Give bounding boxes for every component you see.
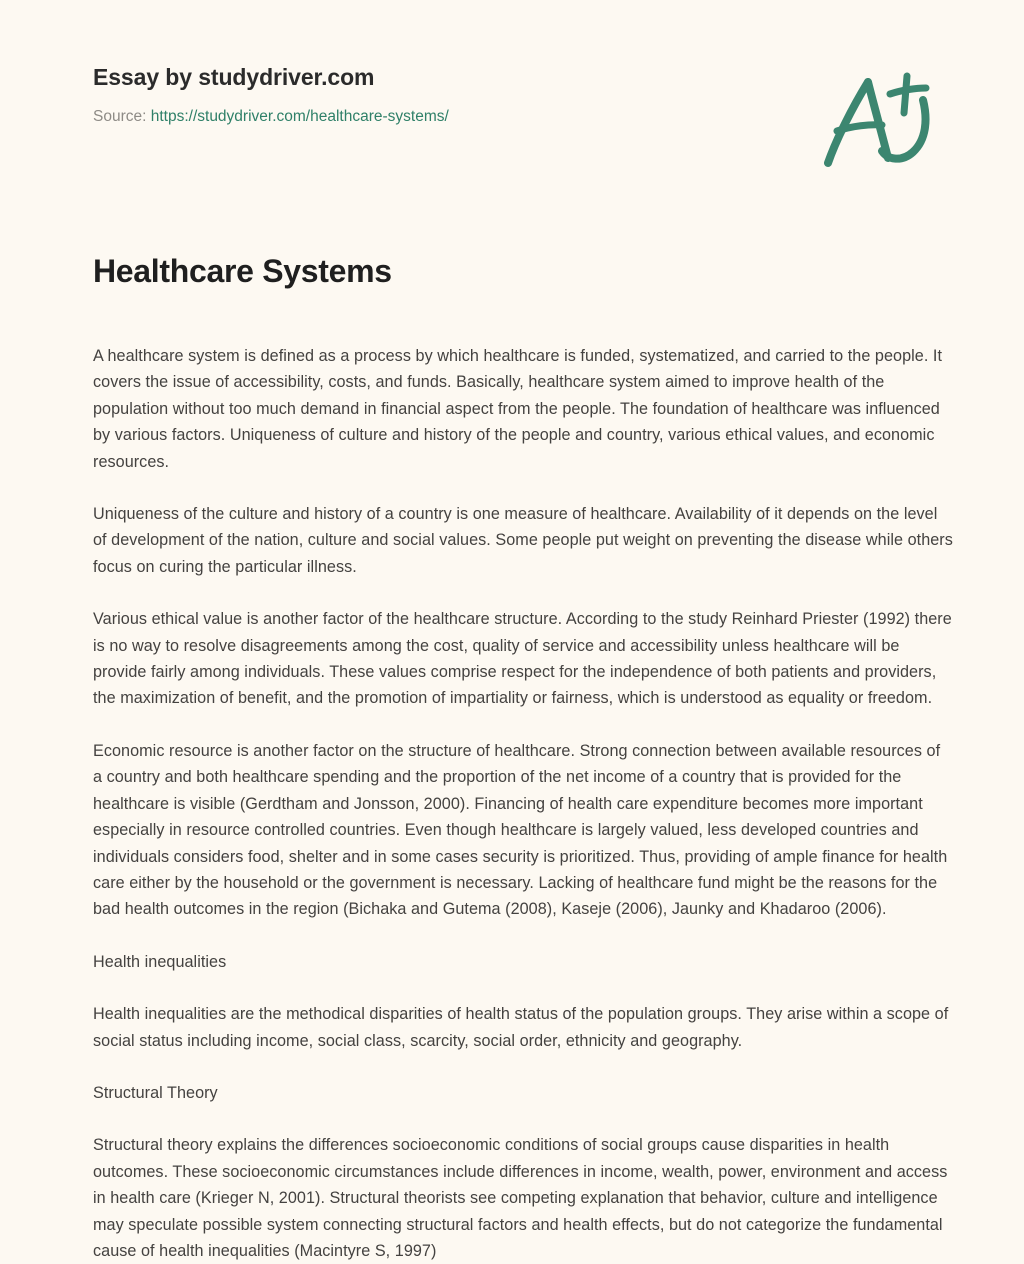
body-paragraph: Economic resource is another factor on the structure of healthcare. Strong connection between available resources of a country and both healthcare spending and the proportion of the net income of a country that is provided for the healthcare is visible (Gerdtham and Jonsson, 2000). Financing of health care expenditure becomes more important especially in resource controlled countries. Even though healthcare is largely valued, less developed countries and individuals considers food, shelter and in some cases security is prioritized. Thus, providing of ample finance for health care either by the household or the government is necessary. Lacking of healthcare fund might be the reasons for the bad health outcomes in the region (Bichaka and Gutema (2008), Kaseje (2006), Jaunky and Khadaroo (2006). — [93, 741, 948, 919]
section-subhead: Health inequalities — [93, 952, 227, 971]
brand-title: Essay by studydriver.com — [93, 64, 375, 90]
page-title: Healthcare Systems — [93, 253, 392, 289]
a-plus-logo-icon — [812, 68, 942, 170]
body-paragraph: A healthcare system is defined as a process by which healthcare is funded, systematized, and carried to the people. It covers the issue of accessibility, costs, and funds. Basically, healthcare system aimed to improve health of the population without too much demand in financial aspect from the people. The foundation of healthcare was influenced by various factors. Uniqueness of culture and history of the people and country, various ethical values, and economic resources. — [93, 347, 943, 471]
article — [93, 250, 953, 1264]
source-label: Source: — [93, 108, 147, 125]
article-body — [93, 343, 953, 1264]
brand-block — [93, 62, 713, 128]
body-paragraph: Uniqueness of the culture and history of a country is one measure of healthcare. Availability of it depends on the level of development of the nation, culture and social values. Some people put weight on preventing the disease while others focus on curing the particular illness. — [93, 505, 953, 576]
source-line — [93, 106, 713, 128]
page-header — [0, 0, 1024, 200]
body-paragraph: Structural theory explains the differences socioeconomic conditions of social groups cause disparities in health outcomes. These socioeconomic circumstances include differences in income, wealth, power, environment and access in health care (Krieger N, 2001). Structural theorists see competing explanation that behavior, culture and intelligence may speculate possible system connecting structural factors and health effects, but do not categorize the fundamental cause of health inequalities (Macintyre S, 1997) — [93, 1136, 948, 1260]
section-subhead: Structural Theory — [93, 1083, 218, 1102]
source-url-link[interactable]: https://studydriver.com/healthcare-systems/ — [150, 108, 449, 125]
a-plus-logo[interactable] — [812, 68, 942, 170]
body-paragraph: Various ethical value is another factor of the healthcare structure. According to the study Reinhard Priester (1992) there is no way to resolve disagreements among the cost, quality of service and accessibility unless healthcare will be provide fairly among individuals. These values comprise respect for the independence of both patients and providers, the maximization of benefit, and the promotion of impartiality or fairness, which is understood as equality or freedom. — [93, 610, 952, 708]
body-paragraph: Health inequalities are the methodical disparities of health status of the population groups. They arise within a scope of social status including income, social class, scarcity, social order, ethnicity and geography. — [93, 1005, 949, 1050]
